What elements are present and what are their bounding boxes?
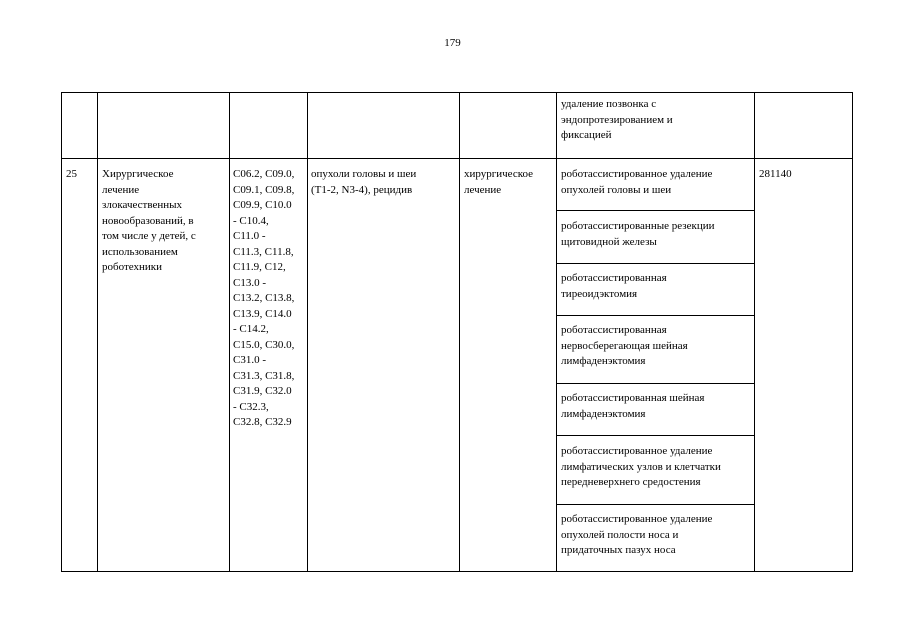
method-cell: роботассистированная тиреоидэктомия <box>561 272 667 300</box>
method-cell: роботассистированное удаление опухолей полости носа и придаточных пазух носа <box>561 513 713 556</box>
treatment-type-cell: хирургическое лечение <box>464 168 534 196</box>
method-cell: роботассистированное удаление опухолей головы и шеи <box>561 168 713 196</box>
method-cell-prev: удаление позвонка с эндопротезированием и фиксацией <box>561 98 673 141</box>
column-divider <box>97 92 98 572</box>
patient-model-cell: опухоли головы и шеи (T1-2, N3-4), рецидив <box>311 168 417 196</box>
icd-codes-cell: C06.2, C09.0, C09.1, C09.8, C09.9, C10.0 - C10.4, C11.0 - C11.3, C11.8, C11.9, C12, C13.0 - C13.2, C13.8, C13.9, C14.0 - C14.2, C15.0, C30.0, C31.0 - C31.3, C31.8, C31.9, C32.0 - C32.3, C32.8, C32.9 <box>233 168 295 428</box>
method-cell: роботассистированное удаление лимфатических узлов и клетчатки передневерхнего средостения <box>561 445 721 488</box>
table-border-right <box>852 92 853 572</box>
table-border-bottom <box>61 571 853 572</box>
table-border-left <box>61 92 62 572</box>
column-divider <box>229 92 230 572</box>
method-divider <box>556 263 754 264</box>
medical-procedures-table <box>61 92 853 572</box>
method-cell: роботассистированные резекции щитовидной железы <box>561 220 715 248</box>
profile-name-cell: Хирургическое лечение злокачественных новообразований, в том числе у детей, с использованием роботехники <box>102 168 196 273</box>
cost-cell: 281140 <box>759 168 792 180</box>
method-divider <box>556 383 754 384</box>
column-divider <box>556 92 557 572</box>
method-divider <box>556 435 754 436</box>
row-number: 25 <box>66 168 77 180</box>
method-divider <box>556 315 754 316</box>
column-divider <box>307 92 308 572</box>
method-cell: роботассистированная нервосберегающая шейная лимфаденэктомия <box>561 324 688 367</box>
page-number: 179 <box>444 37 461 49</box>
method-divider <box>556 210 754 211</box>
row-divider <box>61 158 853 159</box>
method-cell: роботассистированная шейная лимфаденэктомия <box>561 392 705 420</box>
method-divider <box>556 504 754 505</box>
column-divider <box>459 92 460 572</box>
table-border-top <box>61 92 853 93</box>
column-divider <box>754 92 755 572</box>
